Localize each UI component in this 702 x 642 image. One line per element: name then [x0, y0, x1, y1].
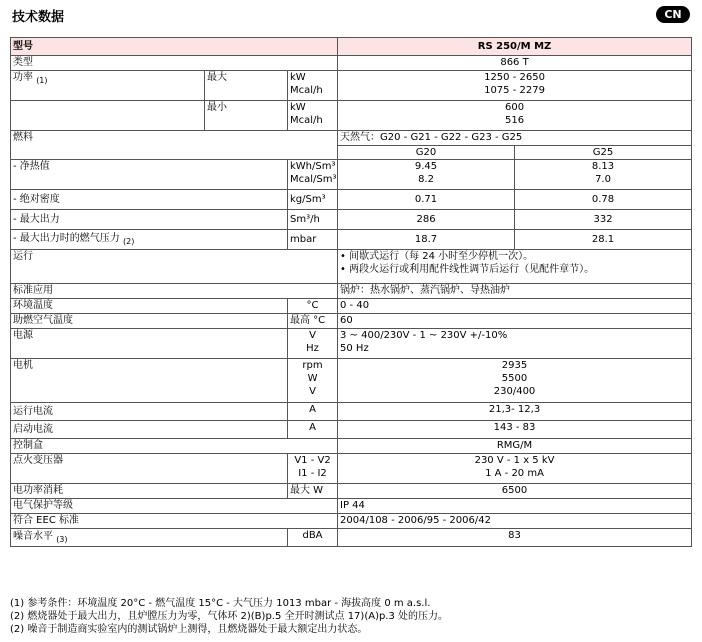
- table-row: [11, 421, 692, 439]
- page-title: 技术数据: [12, 10, 65, 25]
- table-row: [11, 101, 692, 131]
- spec-table: [10, 37, 692, 547]
- pressure-g20: 18.7: [338, 230, 515, 250]
- net-heat-g20: 9.45 8.2: [338, 160, 515, 190]
- table-row: [11, 439, 692, 454]
- footnotes: [10, 597, 448, 636]
- elec-label: 电功率消耗: [11, 484, 288, 499]
- footnote-2: (2) 燃烧器处于最大出力，且炉膛压力为零，气体环 2)(B)p.5 全开时测试点 17)(A)p.3 处的压力。: [10, 611, 449, 622]
- motor-values: 2935 5500 230/400: [338, 359, 692, 403]
- power-label-blank: [11, 101, 205, 131]
- table-row: [11, 230, 692, 250]
- model-value: RS 250/M MZ: [338, 38, 692, 56]
- fuel-label: 燃料: [11, 131, 338, 146]
- table-row: [11, 514, 692, 529]
- elec-unit: 最大 W: [288, 484, 338, 499]
- table-row: [11, 359, 692, 403]
- footnote-1: (1) 参考条件：环境温度 20°C - 燃气温度 15°C - 大气压力 1013 mbar - 海拔高度 0 m a.s.l.: [10, 598, 431, 609]
- density-unit: kg/Sm³: [288, 190, 338, 210]
- g25-header: G25: [515, 145, 692, 160]
- std-app-label: 标准应用: [11, 284, 338, 299]
- fuel-value: 天然气：G20 - G21 - G22 - G23 - G25: [338, 131, 692, 146]
- start-current-unit: A: [288, 421, 338, 439]
- pressure-label: - 最大出力时的燃气压力 $_{(2)}$: [11, 230, 288, 250]
- motor-units: rpm W V: [288, 359, 338, 403]
- noise-unit: dBA: [288, 529, 338, 547]
- run-current-value: 21,3- 12,3: [338, 403, 692, 421]
- operation-value: • 间歇式运行（每 24 小时至少停机一次）。 • 两段火运行或利用配件线性调节后运行（见配件章节）。: [338, 250, 692, 284]
- language-badge: CN: [656, 6, 690, 23]
- type-value: 866 T: [338, 56, 692, 71]
- control-box-label: 控制盒: [11, 439, 338, 454]
- noise-value: 83: [338, 529, 692, 547]
- power-max-values: 1250 - 2650 1075 - 2279: [338, 71, 692, 101]
- table-row: [11, 71, 692, 101]
- density-label: - 绝对密度: [11, 190, 288, 210]
- power-label: 功率 $_{(1)}$: [11, 71, 205, 101]
- type-label: 类型: [11, 56, 338, 71]
- pressure-unit: mbar: [288, 230, 338, 250]
- table-row: [11, 499, 692, 514]
- power-supply-values: 3 ~ 400/230V - 1 ~ 230V +/-10% 50 Hz: [338, 329, 692, 359]
- power-units: kW Mcal/h: [288, 101, 338, 131]
- density-g20: 0.71: [338, 190, 515, 210]
- max-output-label: - 最大出力: [11, 210, 288, 230]
- power-supply-units: V Hz: [288, 329, 338, 359]
- power-supply-label: 电源: [11, 329, 288, 359]
- max-output-g20: 286: [338, 210, 515, 230]
- ign-units: V1 - V2 I1 - I2: [288, 454, 338, 484]
- ign-values: 230 V - 1 x 5 kV 1 A - 20 mA: [338, 454, 692, 484]
- power-units: kW Mcal/h: [288, 71, 338, 101]
- ambient-value: 0 - 40: [338, 299, 692, 314]
- operation-label: 运行: [11, 250, 338, 284]
- model-label: 型号: [11, 38, 338, 56]
- min-label: 最小: [205, 101, 288, 131]
- max-output-g25: 332: [515, 210, 692, 230]
- table-row: [11, 145, 692, 160]
- table-row: [11, 56, 692, 71]
- eec-value: 2004/108 - 2006/95 - 2006/42: [338, 514, 692, 529]
- footnote-3: (2) 噪音于制造商实验室内的测试锅炉上测得，且燃烧器处于最大额定出力状态。: [10, 624, 368, 635]
- power-min-values: 600 516: [338, 101, 692, 131]
- net-heat-units: kWh/Sm³ Mcal/Sm³: [288, 160, 338, 190]
- table-row: [11, 484, 692, 499]
- density-g25: 0.78: [515, 190, 692, 210]
- std-app-value: 锅炉：热水锅炉、蒸汽锅炉、导热油炉: [338, 284, 692, 299]
- run-current-label: 运行电流: [11, 403, 288, 421]
- table-row: [11, 160, 692, 190]
- table-row: [11, 210, 692, 230]
- air-temp-label: 助燃空气温度: [11, 314, 288, 329]
- net-heat-g25: 8.13 7.0: [515, 160, 692, 190]
- table-row: [11, 284, 692, 299]
- fuel-blank: [11, 145, 338, 160]
- table-row: [11, 454, 692, 484]
- table-row: [11, 403, 692, 421]
- ambient-label: 环境温度: [11, 299, 288, 314]
- max-output-unit: Sm³/h: [288, 210, 338, 230]
- air-temp-unit: 最高 °C: [288, 314, 338, 329]
- table-row: [11, 250, 692, 284]
- max-label: 最大: [205, 71, 288, 101]
- ambient-unit: °C: [288, 299, 338, 314]
- table-row: [11, 314, 692, 329]
- start-current-label: 启动电流: [11, 421, 288, 439]
- table-row: [11, 299, 692, 314]
- table-row: [11, 131, 692, 146]
- run-current-unit: A: [288, 403, 338, 421]
- table-row: [11, 38, 692, 56]
- ip-label: 电气保护等级: [11, 499, 338, 514]
- control-box-value: RMG/M: [338, 439, 692, 454]
- ip-value: IP 44: [338, 499, 692, 514]
- net-heat-label: - 净热值: [11, 160, 288, 190]
- start-current-value: 143 - 83: [338, 421, 692, 439]
- elec-value: 6500: [338, 484, 692, 499]
- table-row: [11, 190, 692, 210]
- g20-header: G20: [338, 145, 515, 160]
- ign-label: 点火变压器: [11, 454, 288, 484]
- noise-label: 噪音水平 $_{(3)}$: [11, 529, 288, 547]
- pressure-g25: 28.1: [515, 230, 692, 250]
- table-row: [11, 329, 692, 359]
- table-row: [11, 529, 692, 547]
- air-temp-value: 60: [338, 314, 692, 329]
- eec-label: 符合 EEC 标准: [11, 514, 338, 529]
- motor-label: 电机: [11, 359, 288, 403]
